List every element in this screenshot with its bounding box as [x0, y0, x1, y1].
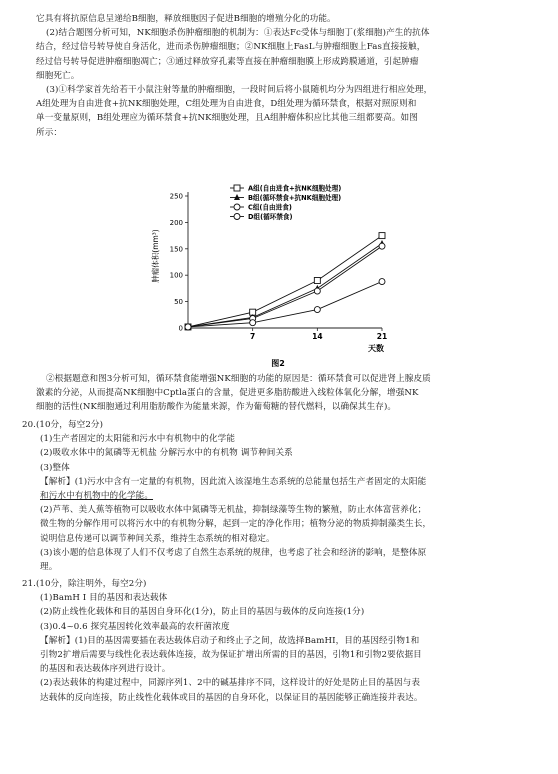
data-point — [185, 324, 191, 330]
figure-caption: 图2 — [271, 359, 285, 368]
answer-line: (3)0.4~0.6 探究基因转化效率最高的农杆菌浓度 — [40, 621, 230, 632]
question-20 — [22, 418, 532, 574]
data-point — [234, 214, 240, 220]
tumor-volume-line-chart — [150, 178, 410, 370]
y-tick-label: 200 — [169, 218, 183, 227]
analysis-line: 【解析】(1)污水中含有一定量的有机物，因此流入该湿地生态系统的总能量包括生产者固定的太阳能 — [40, 476, 427, 487]
analysis-line: (2)芦苇、美人蕉等植物可以吸收水体中氮磷等无机盐，抑制绿藻等生物的繁殖，防止水体富营养化； — [40, 505, 427, 516]
data-point — [379, 279, 385, 285]
text-line: 它具有将抗原信息呈递给B细胞，释放细胞因子促进B细胞的增殖分化的功能。 — [36, 14, 336, 24]
text-line: A组处理为自由进食+抗NK细胞处理，C组处理为自由进食，D组处理为循环禁食，根据对照原则和 — [36, 99, 417, 110]
y-axis-label: 肿瘤体积(mm³) — [151, 229, 160, 283]
legend-item — [230, 193, 341, 202]
text-line: 细胞的活性(NK细胞通过利用脂肪酸作为能量来源，作为葡萄糖的替代燃料，以确保其生存)。 — [36, 402, 397, 413]
legend-label: B组(循环禁食+抗NK细胞处理) — [248, 194, 342, 202]
analysis-line: 说明信息传递可以调节种间关系，维持生态系统的相对稳定。 — [40, 533, 275, 544]
text-line: (3)①科学家首先给若干小鼠注射等量的肿瘤细胞，一段时间后将小鼠随机均分为四组进行相应处理， — [46, 85, 433, 96]
answer-line: (3)整体 — [40, 462, 70, 473]
answer-part-2-3 — [36, 12, 524, 140]
analysis-line — [22, 489, 532, 503]
analysis-line: (2)表达载体的构建过程中，同源序列1、2中的碱基排序不同，这样设计的好处是防止目的基因与表 — [40, 678, 421, 689]
underlined-text: 和污水中有机物中的化学能。 — [40, 491, 154, 502]
y-tick-label: 150 — [169, 245, 183, 254]
legend-label: D组(循环禁食) — [248, 213, 293, 221]
answer-part-3-2 — [36, 372, 524, 415]
answer-line: (1)BamH Ⅰ 目的基因和表达载体 — [40, 593, 168, 604]
analysis-line: 引物2扩增后需要与线性化表达载体连接，故为保证扩增出所需的目的基因，引物1和引物2要依据目 — [40, 650, 422, 661]
legend-item — [230, 212, 292, 221]
data-point — [234, 185, 240, 191]
analysis-line: 的基因和表达载体序列进行设计。 — [40, 664, 171, 675]
text-line: 激素的分泌，从而提高NK细胞中Cptla蛋白的含量，促进更多脂肪酸进入线粒体氧化分解，增强NK — [36, 388, 419, 399]
legend-item — [230, 184, 341, 193]
data-point — [314, 307, 320, 313]
text-line: 经过信号转导促进肿瘤细胞凋亡；③通过释放穿孔素等直接在肿瘤细胞膜上形成跨膜通道，引起肿瘤 — [36, 56, 419, 67]
x-axis-label: 天数 — [368, 344, 384, 353]
chart-series — [185, 233, 385, 330]
legend-item — [230, 203, 292, 212]
text-line: 单一变量原则，B组处理应为循环禁食+抗NK细胞处理，且A组肿瘤体积应比其他三组都要高。如图 — [36, 113, 418, 124]
y-tick-label: 250 — [169, 192, 183, 201]
analysis-line: 理。 — [40, 562, 58, 573]
data-point — [314, 288, 320, 294]
y-tick-label: 50 — [174, 298, 183, 307]
chart-legend — [230, 184, 341, 222]
analysis-line: 微生物的分解作用可以将污水中的有机物分解，起到一定的净化作用；植物分泌的物质抑制藻类生长， — [40, 519, 432, 530]
series-line — [188, 246, 382, 327]
question-21 — [22, 577, 532, 705]
text-line: (2)结合题图分析可知，NK细胞杀伤肿瘤细胞的机制为：①表达Fc受体与细胞丁(浆细胞)产生的抗体 — [46, 28, 430, 39]
question-heading: 21.(10分，除注明外，每空2分) — [22, 579, 147, 589]
text-line: 结合，经过信号转导使自身活化，进而杀伤肿瘤细胞；②NK细胞上FasL与肿瘤细胞上Fas直接接触， — [36, 42, 426, 53]
data-point — [314, 277, 320, 283]
data-point — [234, 194, 240, 200]
legend-label: C组(自由进食) — [248, 203, 292, 212]
x-tick-label: 7 — [250, 332, 256, 341]
legend-label: A组(自由进食+抗NK细胞处理) — [248, 184, 342, 193]
data-point — [250, 320, 256, 326]
y-tick-label: 100 — [169, 271, 183, 280]
text-line: 细胞死亡。 — [36, 70, 80, 81]
x-tick-label: 21 — [376, 332, 388, 341]
question-heading: 20.(10分，每空2分) — [22, 420, 104, 430]
data-point — [234, 204, 240, 210]
answer-line: (1)生产者固定的太阳能和污水中有机物中的化学能 — [40, 434, 236, 445]
text-line: 所示： — [36, 127, 63, 138]
analysis-line: 【解析】(1)目的基因需要插在表达载体启动子和终止子之间，故选择BamHⅠ，目的基因经引物1和 — [40, 635, 420, 646]
data-point — [379, 233, 385, 239]
answer-line: (2)吸收水体中的氮磷等无机盐 分解污水中的有机物 调节种间关系 — [40, 448, 293, 459]
x-tick-label: 14 — [312, 332, 323, 341]
series-2 — [185, 243, 385, 330]
answer-line: (2)防止线性化载体和目的基因自身环化(1分)，防止目的基因与载体的反向连接(1分) — [40, 607, 365, 618]
analysis-line: (3)该小题的信息体现了人们不仅考虑了自然生态系统的规律，也考虑了社会和经济的影响，是整体原 — [40, 547, 427, 558]
series-line — [188, 236, 382, 327]
series-0 — [185, 233, 385, 330]
series-3 — [185, 279, 385, 330]
data-point — [379, 243, 385, 249]
analysis-line: 达载体的反向连接，防止线性化载体或目的基因的自身环化，以保证目的基因能够正确连接并表达。 — [40, 692, 423, 703]
y-tick-label: 0 — [178, 324, 183, 333]
text-line: ②根据题意和图3分析可知，循环禁食能增强NK细胞的功能的原因是：循环禁食可以促进肾上腺皮质 — [46, 374, 431, 384]
